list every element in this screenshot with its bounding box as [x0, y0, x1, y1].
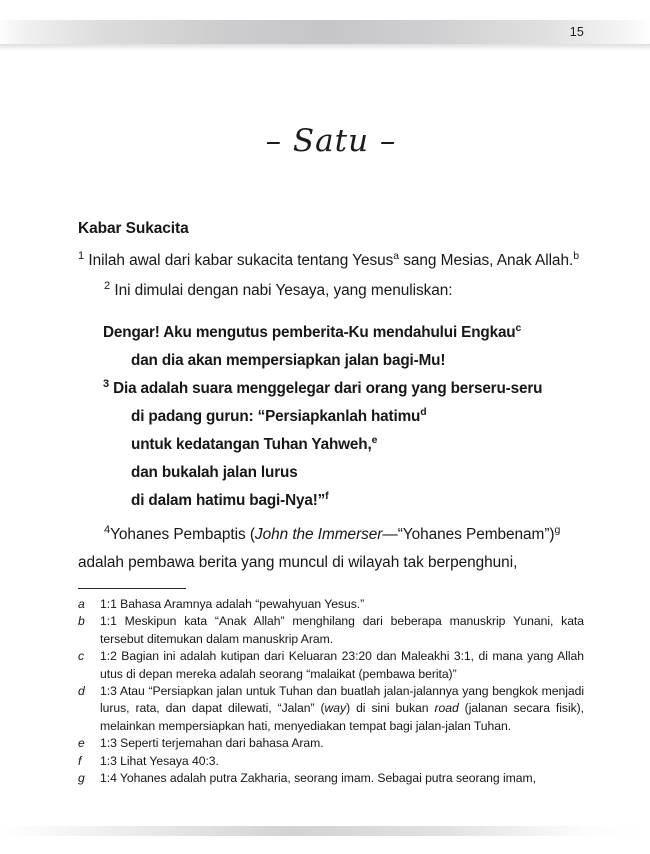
- poem-line-7: [78, 487, 584, 515]
- footnote-d-italic-way: way: [324, 701, 347, 716]
- chapter-title: – Satu –: [265, 123, 397, 159]
- footnote-f-mark: f: [78, 753, 82, 768]
- verse-4-text-part-1: Yohanes Pembaptis (: [110, 526, 255, 543]
- poem-line-5: [78, 431, 584, 459]
- verse-2-paragraph: [78, 277, 584, 305]
- verse-number-1: 1: [78, 249, 85, 262]
- footnote-g-text: 1:4 Yohanes adalah putra Zakharia, seorang imam. Sebagai putra seorang imam,: [100, 771, 536, 786]
- verse-number-4: 4: [104, 523, 111, 536]
- verse-4-text-part-3: adalah pembawa berita yang muncul di wilayah tak berpenghuni,: [78, 554, 518, 571]
- page-number: 15: [569, 25, 584, 39]
- footnote-f: [78, 753, 584, 770]
- footnote-b: [78, 613, 584, 648]
- page-footer-shadow: [0, 826, 650, 836]
- footnote-d-italic-road: road: [434, 701, 459, 716]
- poem-line-1: [78, 319, 584, 347]
- page-content: [78, 0, 584, 787]
- footnote-c-mark: c: [78, 649, 85, 664]
- verse-4-paragraph: [78, 521, 584, 577]
- footnote-d-text-part-1: 1:3 Atau “Persiapkan jalan untuk Tuhan dan buatlah jalan-jalannya yang bengkok menjadi lurus, rata, dan dapat dilewati, “Jalan” (: [100, 684, 584, 716]
- poetry-block: [78, 319, 584, 515]
- poem-line-7-text: di dalam hatimu bagi-Nya!”: [131, 492, 326, 509]
- footnote-c-text: 1:2 Bagian ini adalah kutipan dari Keluaran 23:20 dan Maleakhi 3:1, di mana yang Allah utus di depan mereka adalah seorang “malaikat (pembawa berita)”: [100, 649, 584, 681]
- footnote-a-mark: a: [78, 597, 85, 611]
- footnote-e-mark: e: [78, 736, 85, 751]
- footnote-marker-d: d: [420, 406, 427, 418]
- footnote-marker-b: b: [573, 250, 579, 262]
- verse-4-text-part-2: —“Yohanes Pembenam”): [382, 526, 555, 543]
- verse-1-text-part-2: sang Mesias, Anak Allah.: [399, 252, 574, 269]
- poem-line-5-text: untuk kedatangan Tuhan Yahweh,: [131, 436, 372, 453]
- footnotes-block: [78, 596, 584, 787]
- footnote-marker-g: g: [554, 524, 561, 536]
- poem-line-1-text: Dengar! Aku mengutus pemberita-Ku mendahului Engkau: [103, 324, 516, 341]
- footnote-b-text: 1:1 Meskipun kata “Anak Allah” menghilang dari beberapa manuskrip Yunani, kata tersebut ditemukan dalam manuskrip Aram.: [100, 614, 584, 646]
- footnote-d-mark: d: [78, 684, 85, 699]
- footnote-e-text: 1:3 Seperti terjemahan dari bahasa Aram.: [100, 736, 324, 751]
- footnote-marker-f: f: [325, 490, 329, 502]
- poem-line-4-text: di padang gurun: “Persiapkanlah hatimu: [131, 408, 421, 425]
- poem-line-6: dan bukalah jalan lurus: [131, 464, 298, 481]
- footnote-g-mark: g: [78, 771, 85, 786]
- footnote-a: [78, 596, 584, 613]
- footnote-d-text-part-2: ) di sini bukan: [346, 701, 435, 716]
- poem-line-3-text: Dia adalah suara menggelegar dari orang yang berseru-seru: [108, 380, 543, 397]
- footnote-c: [78, 648, 584, 683]
- footnote-separator-rule: [78, 588, 186, 589]
- footnote-b-mark: b: [78, 614, 85, 629]
- verse-number-2: 2: [104, 279, 111, 292]
- verse-2-text: Ini dimulai dengan nabi Yesaya, yang menuliskan:: [110, 282, 453, 299]
- footnote-f-text: 1:3 Lihat Yesaya 40:3.: [100, 753, 219, 768]
- poem-line-2: dan dia akan mempersiapkan jalan bagi-Mu!: [131, 352, 446, 369]
- footnote-marker-c: c: [515, 322, 522, 334]
- poem-line-3: [78, 375, 584, 403]
- verse-4-english-title: John the Immerser: [254, 526, 383, 543]
- section-heading: Kabar Sukacita: [78, 220, 189, 237]
- verse-1-paragraph: [78, 247, 584, 275]
- footnote-d: [78, 683, 584, 735]
- footnote-e: [78, 735, 584, 752]
- verse-1-text-part-1: Inilah awal dari kabar sukacita tentang Yesus: [84, 252, 394, 269]
- poem-line-4: [78, 403, 584, 431]
- footnote-g: [78, 770, 584, 787]
- footnote-marker-a: a: [393, 250, 400, 262]
- footnote-d-text-part-3: (jalanan secara fisik), melainkan mempersiapkan hati, menyediakan tempat bagi jalan-jalan Tuhan.: [100, 701, 584, 733]
- footnote-a-text: 1:1 Bahasa Aramnya adalah “pewahyuan Yesus.”: [100, 597, 365, 611]
- footnote-marker-e: e: [371, 434, 378, 446]
- verse-number-3: 3: [103, 377, 109, 390]
